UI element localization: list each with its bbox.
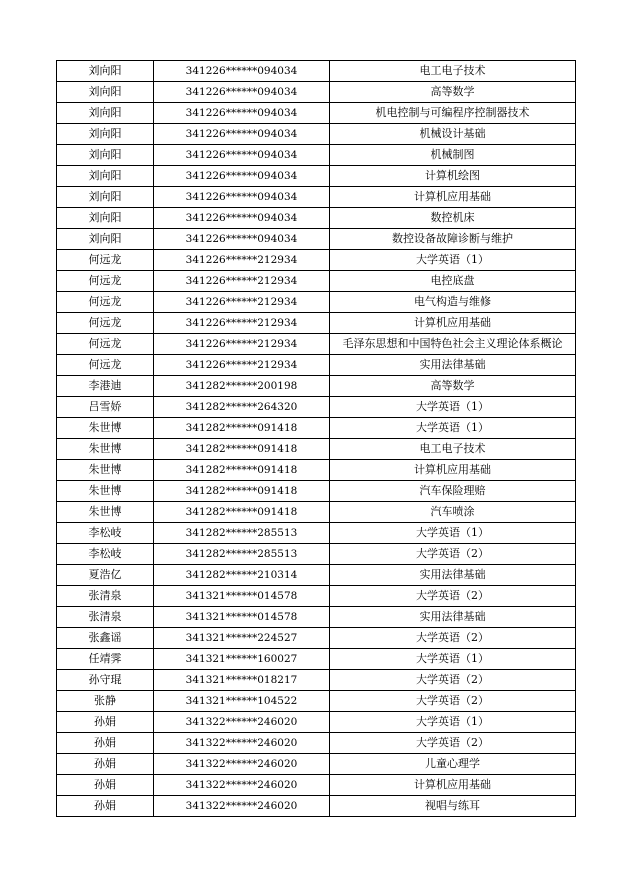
- course-name-cell: 电工电子技术: [330, 439, 576, 460]
- table-row: [57, 691, 576, 712]
- student-name-cell: 刘向阳: [57, 208, 154, 229]
- id-number-cell: 341226******212934: [154, 334, 330, 355]
- student-name-cell: 朱世博: [57, 418, 154, 439]
- course-name-cell: 高等数学: [330, 376, 576, 397]
- id-number-cell: 341282******285513: [154, 523, 330, 544]
- id-number-cell: 341226******212934: [154, 355, 330, 376]
- student-name-cell: 夏浩亿: [57, 565, 154, 586]
- table-row: [57, 670, 576, 691]
- id-number-cell: 341282******264320: [154, 397, 330, 418]
- table-row: [57, 649, 576, 670]
- course-name-cell: 大学英语（1）: [330, 523, 576, 544]
- id-number-cell: 341226******212934: [154, 292, 330, 313]
- table-row: [57, 733, 576, 754]
- table-row: [57, 523, 576, 544]
- id-number-cell: 341226******212934: [154, 271, 330, 292]
- student-name-cell: 朱世博: [57, 439, 154, 460]
- course-name-cell: 大学英语（1）: [330, 712, 576, 733]
- id-number-cell: 341282******091418: [154, 418, 330, 439]
- table-row: [57, 481, 576, 502]
- id-number-cell: 341282******091418: [154, 481, 330, 502]
- course-name-cell: 机械设计基础: [330, 124, 576, 145]
- table-row: [57, 124, 576, 145]
- id-number-cell: 341282******200198: [154, 376, 330, 397]
- course-name-cell: 计算机绘图: [330, 166, 576, 187]
- student-name-cell: 何远龙: [57, 271, 154, 292]
- student-name-cell: 孙娟: [57, 754, 154, 775]
- student-name-cell: 何远龙: [57, 334, 154, 355]
- id-number-cell: 341322******246020: [154, 775, 330, 796]
- course-name-cell: 电气构造与维修: [330, 292, 576, 313]
- table-row: [57, 61, 576, 82]
- student-name-cell: 孙守琨: [57, 670, 154, 691]
- student-name-cell: 何远龙: [57, 292, 154, 313]
- table-row: [57, 313, 576, 334]
- table-row: [57, 502, 576, 523]
- table-row: [57, 292, 576, 313]
- course-name-cell: 大学英语（2）: [330, 628, 576, 649]
- student-name-cell: 李松岐: [57, 544, 154, 565]
- id-number-cell: 341321******104522: [154, 691, 330, 712]
- table-row: [57, 376, 576, 397]
- student-name-cell: 何远龙: [57, 313, 154, 334]
- course-name-cell: 汽车保险理赔: [330, 481, 576, 502]
- course-name-cell: 儿童心理学: [330, 754, 576, 775]
- student-name-cell: 朱世博: [57, 502, 154, 523]
- table-row: [57, 586, 576, 607]
- records-table: [56, 60, 576, 817]
- student-name-cell: 刘向阳: [57, 82, 154, 103]
- student-name-cell: 任靖霁: [57, 649, 154, 670]
- table-row: [57, 460, 576, 481]
- course-name-cell: 实用法律基础: [330, 355, 576, 376]
- table-row: [57, 796, 576, 817]
- course-name-cell: 大学英语（2）: [330, 691, 576, 712]
- table-row: [57, 229, 576, 250]
- student-name-cell: 朱世博: [57, 460, 154, 481]
- student-name-cell: 孙娟: [57, 712, 154, 733]
- student-name-cell: 何远龙: [57, 250, 154, 271]
- id-number-cell: 341226******094034: [154, 166, 330, 187]
- id-number-cell: 341226******212934: [154, 250, 330, 271]
- student-name-cell: 张清泉: [57, 586, 154, 607]
- id-number-cell: 341282******091418: [154, 502, 330, 523]
- student-name-cell: 刘向阳: [57, 103, 154, 124]
- table-row: [57, 607, 576, 628]
- id-number-cell: 341322******246020: [154, 712, 330, 733]
- student-name-cell: 朱世博: [57, 481, 154, 502]
- id-number-cell: 341282******091418: [154, 439, 330, 460]
- id-number-cell: 341282******091418: [154, 460, 330, 481]
- course-name-cell: 大学英语（2）: [330, 670, 576, 691]
- course-name-cell: 大学英语（2）: [330, 586, 576, 607]
- course-name-cell: 电控底盘: [330, 271, 576, 292]
- table-row: [57, 565, 576, 586]
- id-number-cell: 341226******094034: [154, 187, 330, 208]
- student-name-cell: 孙娟: [57, 796, 154, 817]
- id-number-cell: 341226******094034: [154, 124, 330, 145]
- table-row: [57, 628, 576, 649]
- course-name-cell: 汽车喷涂: [330, 502, 576, 523]
- course-name-cell: 实用法律基础: [330, 565, 576, 586]
- student-name-cell: 孙娟: [57, 775, 154, 796]
- id-number-cell: 341321******224527: [154, 628, 330, 649]
- table-row: [57, 82, 576, 103]
- student-name-cell: 李港迪: [57, 376, 154, 397]
- course-name-cell: 大学英语（1）: [330, 649, 576, 670]
- id-number-cell: 341226******212934: [154, 313, 330, 334]
- id-number-cell: 341282******285513: [154, 544, 330, 565]
- student-name-cell: 张清泉: [57, 607, 154, 628]
- table-row: [57, 712, 576, 733]
- table-row: [57, 754, 576, 775]
- student-name-cell: 张鑫谣: [57, 628, 154, 649]
- student-name-cell: 刘向阳: [57, 124, 154, 145]
- id-number-cell: 341226******094034: [154, 208, 330, 229]
- id-number-cell: 341226******094034: [154, 61, 330, 82]
- table-row: [57, 103, 576, 124]
- student-name-cell: 刘向阳: [57, 229, 154, 250]
- id-number-cell: 341226******094034: [154, 145, 330, 166]
- course-name-cell: 数控机床: [330, 208, 576, 229]
- id-number-cell: 341226******094034: [154, 103, 330, 124]
- id-number-cell: 341321******018217: [154, 670, 330, 691]
- course-name-cell: 机械制图: [330, 145, 576, 166]
- course-name-cell: 大学英语（1）: [330, 397, 576, 418]
- table-row: [57, 271, 576, 292]
- table-row: [57, 355, 576, 376]
- id-number-cell: 341226******094034: [154, 82, 330, 103]
- course-name-cell: 大学英语（1）: [330, 418, 576, 439]
- table-row: [57, 334, 576, 355]
- course-name-cell: 电工电子技术: [330, 61, 576, 82]
- table-row: [57, 418, 576, 439]
- table-row: [57, 775, 576, 796]
- table-row: [57, 145, 576, 166]
- course-name-cell: 计算机应用基础: [330, 187, 576, 208]
- table-row: [57, 208, 576, 229]
- course-name-cell: 计算机应用基础: [330, 775, 576, 796]
- table-row: [57, 250, 576, 271]
- course-name-cell: 大学英语（2）: [330, 544, 576, 565]
- table-row: [57, 544, 576, 565]
- id-number-cell: 341322******246020: [154, 733, 330, 754]
- id-number-cell: 341322******246020: [154, 796, 330, 817]
- student-name-cell: 刘向阳: [57, 61, 154, 82]
- table-row: [57, 187, 576, 208]
- table-row: [57, 166, 576, 187]
- course-name-cell: 计算机应用基础: [330, 313, 576, 334]
- course-name-cell: 大学英语（2）: [330, 733, 576, 754]
- course-name-cell: 实用法律基础: [330, 607, 576, 628]
- student-name-cell: 孙娟: [57, 733, 154, 754]
- table-row: [57, 397, 576, 418]
- student-name-cell: 刘向阳: [57, 187, 154, 208]
- course-name-cell: 毛泽东思想和中国特色社会主义理论体系概论: [330, 334, 576, 355]
- id-number-cell: 341321******014578: [154, 586, 330, 607]
- course-name-cell: 大学英语（1）: [330, 250, 576, 271]
- id-number-cell: 341282******210314: [154, 565, 330, 586]
- course-name-cell: 机电控制与可编程序控制器技术: [330, 103, 576, 124]
- student-name-cell: 刘向阳: [57, 145, 154, 166]
- id-number-cell: 341322******246020: [154, 754, 330, 775]
- student-name-cell: 张静: [57, 691, 154, 712]
- student-name-cell: 吕雪娇: [57, 397, 154, 418]
- course-name-cell: 数控设备故障诊断与维护: [330, 229, 576, 250]
- student-name-cell: 何远龙: [57, 355, 154, 376]
- student-name-cell: 李松岐: [57, 523, 154, 544]
- id-number-cell: 341321******014578: [154, 607, 330, 628]
- course-name-cell: 视唱与练耳: [330, 796, 576, 817]
- course-name-cell: 高等数学: [330, 82, 576, 103]
- id-number-cell: 341321******160027: [154, 649, 330, 670]
- records-table-body: [57, 61, 576, 817]
- table-row: [57, 439, 576, 460]
- student-name-cell: 刘向阳: [57, 166, 154, 187]
- id-number-cell: 341226******094034: [154, 229, 330, 250]
- course-name-cell: 计算机应用基础: [330, 460, 576, 481]
